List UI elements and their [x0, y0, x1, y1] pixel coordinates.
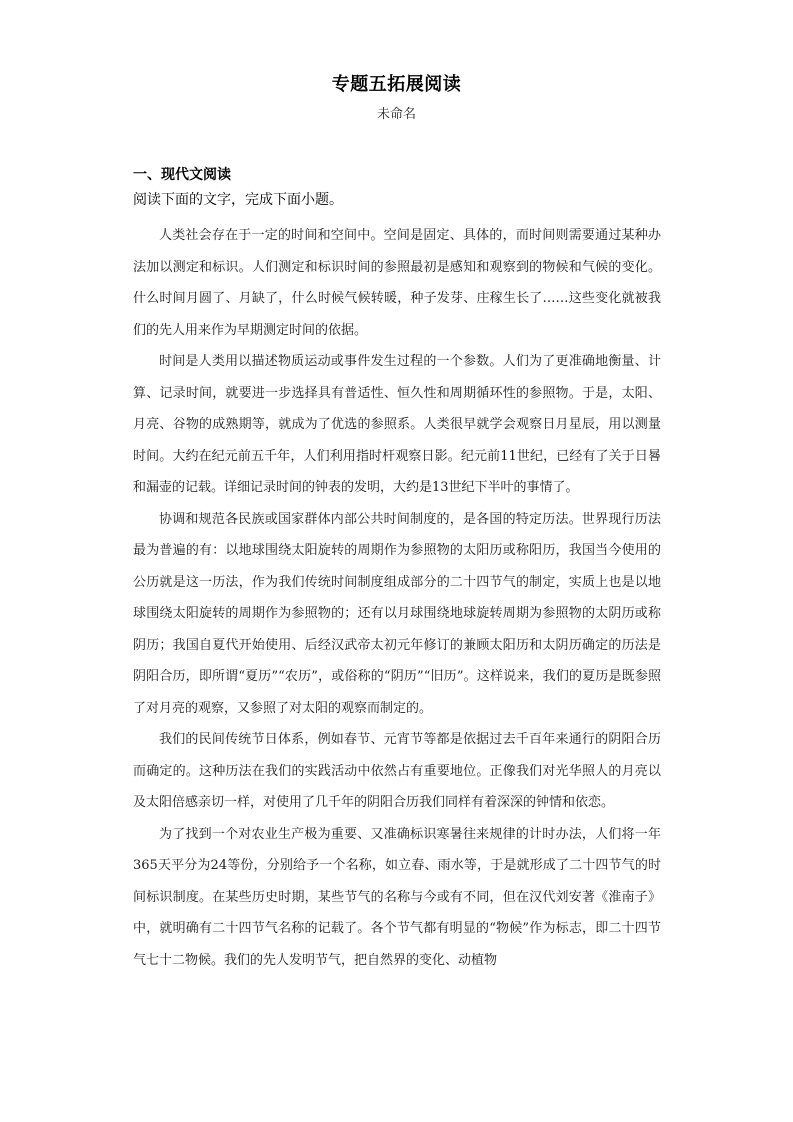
passage-paragraph-2: 时间是人类用以描述物质运动或事件发生过程的一个参数。人们为了更准确地衡量、计算、记录时间，就要进一步选择具有普适性、恒久性和周期循环性的参照物。于是，太阳、月亮、谷物的成熟期等，就成为了优选的参照系。人类很早就学会观察日月星辰，用以测量时间。大约在纪元前五千年，人们利用指时杆观察日影。纪元前11世纪，已经有了关于日晷和漏壶的记载。详细记录时间的钟表的发明，大约是13世纪下半叶的事情了。: [133, 354, 661, 495]
document-title: 专题五拓展阅读: [331, 74, 462, 95]
passage-paragraph-5: 为了找到一个对农业生产极为重要、又准确标识寒暑往来规律的计时办法，人们将一年365天平分为24等份，分别给予一个名称，如立春、雨水等，于是就形成了二十四节气的时间标识制度。在某些历史时期，某些节气的名称与今或有不同，但在汉代刘安著《淮南子》中，就明确有二十四节气名称的记载了。各个节气都有明显的“物候”作为标志，即二十四节气七十二物候。我们的先人发明节气，把自然界的变化、动植物: [133, 826, 661, 968]
document-subtitle: 未命名: [376, 107, 416, 122]
reading-instruction: 阅读下面的文字，完成下面小题。: [133, 192, 343, 208]
passage-paragraph-4: 我们的民间传统节日体系，例如春节、元宵节等都是依据过去千百年来通行的阴阳合历而确定的。这种历法在我们的实践活动中依然占有重要地位。正像我们对光华照人的月亮以及太阳倍感亲切一样，对使用了几千年的阴阳合历我们同样有着深深的钟情和依恋。: [133, 732, 661, 810]
passage-paragraph-3: 协调和规范各民族或国家群体内部公共时间制度的，是各国的特定历法。世界现行历法最为普遍的有：以地球围绕太阳旋转的周期作为参照物的太阳历或称阳历，我国当今使用的公历就是这一历法，作为我们传统时间制度组成部分的二十四节气的制定，实质上也是以地球围绕太阳旋转的周期作为参照物的；还有以月球围绕地球旋转周期为参照物的太阴历或称阴历；我国自夏代开始使用、后经汉武帝太初元年修订的兼顾太阳历和太阴历确定的历法是阴阳合历，即所谓“夏历”“农历”，或俗称的“阴历”“旧历”。这样说来，我们的夏历是既参照了对月亮的观察，又参照了对太阳的观察而制定的。: [133, 511, 661, 716]
passage-paragraph-1: 人类社会存在于一定的时间和空间中。空间是固定、具体的，而时间则需要通过某种办法加以测定和标识。人们测定和标识时间的参照最初是感知和观察到的物候和气候的变化。什么时间月圆了、月缺了，什么时候气候转暖，种子发芽、庄稼生长了……这些变化就被我们的先人用来作为早期测定时间的依据。: [133, 228, 661, 338]
passage-body: [133, 220, 661, 976]
section-heading: 一、现代文阅读: [133, 167, 231, 183]
